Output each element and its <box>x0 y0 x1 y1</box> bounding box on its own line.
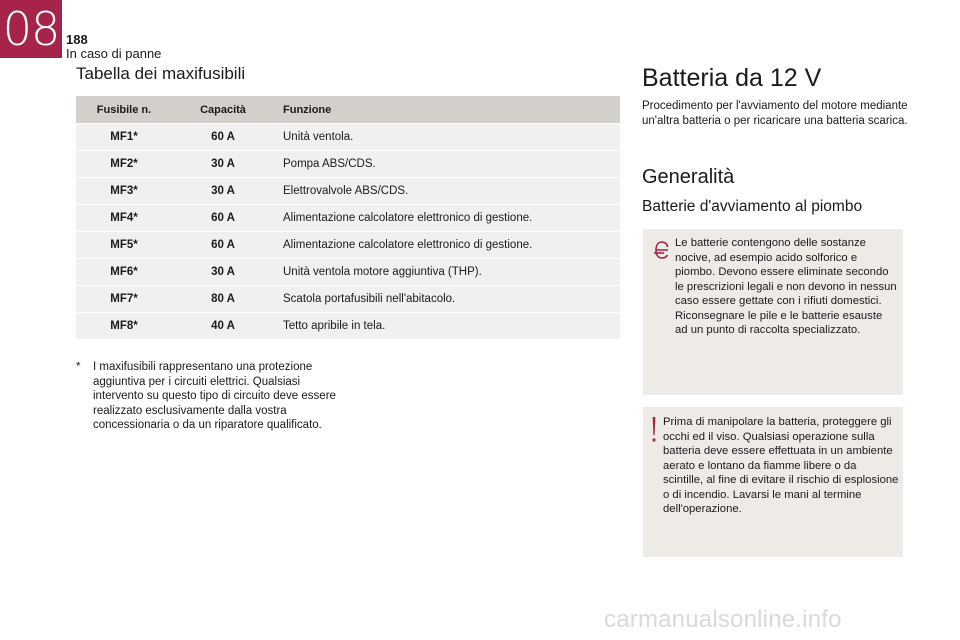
capacity-cell: 40 A <box>172 313 274 340</box>
function-cell: Unità ventola. <box>274 124 620 151</box>
table-row <box>76 313 620 340</box>
capacity-cell: 60 A <box>172 232 274 259</box>
fuse-cell: MF4* <box>76 205 172 232</box>
fuse-cell: MF8* <box>76 313 172 340</box>
chapter-badge: 08 <box>0 0 62 58</box>
table-title: Tabella dei maxifusibili <box>76 64 246 83</box>
fuse-cell: MF2* <box>76 151 172 178</box>
table-row <box>76 124 620 151</box>
recycle-note-text: Le batterie contengono delle sostanze nocive, ad esempio acido solforico e piombo. Devono essere eliminate secondo le prescrizioni legali e non devono in nessun caso essere gettate con i rifiuti domestici. Riconsegnare le pile e le batterie esauste ad un punto di raccolta specializzato. <box>675 237 897 336</box>
capacity-cell: 80 A <box>172 286 274 313</box>
capacity-cell: 60 A <box>172 205 274 232</box>
watermark: carmanualsonline.info <box>604 606 842 633</box>
fuse-table <box>76 96 620 339</box>
table-row <box>76 151 620 178</box>
function-cell: Alimentazione calcolatore elettronico di gestione. <box>274 232 620 259</box>
footnote-text: I maxifusibili rappresentano una protezione aggiuntiva per i circuiti elettrici. Qualsiasi intervento su questo tipo di circuito deve essere realizzato esclusivamente dalla vostra concessionaria o da un riparatore qualificato. <box>93 361 336 431</box>
table-row <box>76 178 620 205</box>
warning-note-box <box>643 407 903 557</box>
lead-batteries-heading: Batterie d'avviamento al piombo <box>642 198 863 215</box>
function-cell: Tetto apribile in tela. <box>274 313 620 340</box>
header-capacity: Capacità <box>172 96 274 124</box>
table-row <box>76 232 620 259</box>
table-footnote <box>76 360 336 433</box>
header-function: Funzione <box>274 96 620 124</box>
warning-note-text: Prima di manipolare la batteria, proteggere gli occhi ed il viso. Qualsiasi operazione sulla batteria deve essere effettuata in un ambiente aerato e lontano da fiamme libere o da scintille, al fine di evitare il rischio di esplosione o di incendio. Lavarsi le mani al termine dell'operazione. <box>663 416 899 515</box>
function-cell: Pompa ABS/CDS. <box>274 151 620 178</box>
exclamation-icon <box>645 417 663 443</box>
function-cell: Alimentazione calcolatore elettronico di gestione. <box>274 205 620 232</box>
general-heading: Generalità <box>642 166 735 188</box>
recycle-note-box <box>643 229 903 395</box>
capacity-cell: 30 A <box>172 259 274 286</box>
function-cell: Scatola portafusibili nell'abitacolo. <box>274 286 620 313</box>
function-cell: Unità ventola motore aggiuntiva (THP). <box>274 259 620 286</box>
footnote-marker: * <box>76 361 81 373</box>
header-fuse: Fusibile n. <box>76 96 172 124</box>
fuse-cell: MF3* <box>76 178 172 205</box>
fuse-cell: MF7* <box>76 286 172 313</box>
page-number: 188 <box>66 32 88 47</box>
battery-intro: Procedimento per l'avviamento del motore mediante un'altra batteria o per ricaricare una batteria scarica. <box>642 100 908 127</box>
capacity-cell: 30 A <box>172 151 274 178</box>
capacity-cell: 60 A <box>172 124 274 151</box>
table-row <box>76 205 620 232</box>
fuse-cell: MF5* <box>76 232 172 259</box>
fuse-cell: MF1* <box>76 124 172 151</box>
fuse-cell: MF6* <box>76 259 172 286</box>
battery-title: Batteria da 12 V <box>642 64 822 92</box>
table-row <box>76 286 620 313</box>
table-header-row <box>76 96 620 124</box>
table-row <box>76 259 620 286</box>
capacity-cell: 30 A <box>172 178 274 205</box>
function-cell: Elettrovalvole ABS/CDS. <box>274 178 620 205</box>
section-title: In caso di panne <box>66 46 162 61</box>
recycle-e-icon <box>651 237 673 263</box>
